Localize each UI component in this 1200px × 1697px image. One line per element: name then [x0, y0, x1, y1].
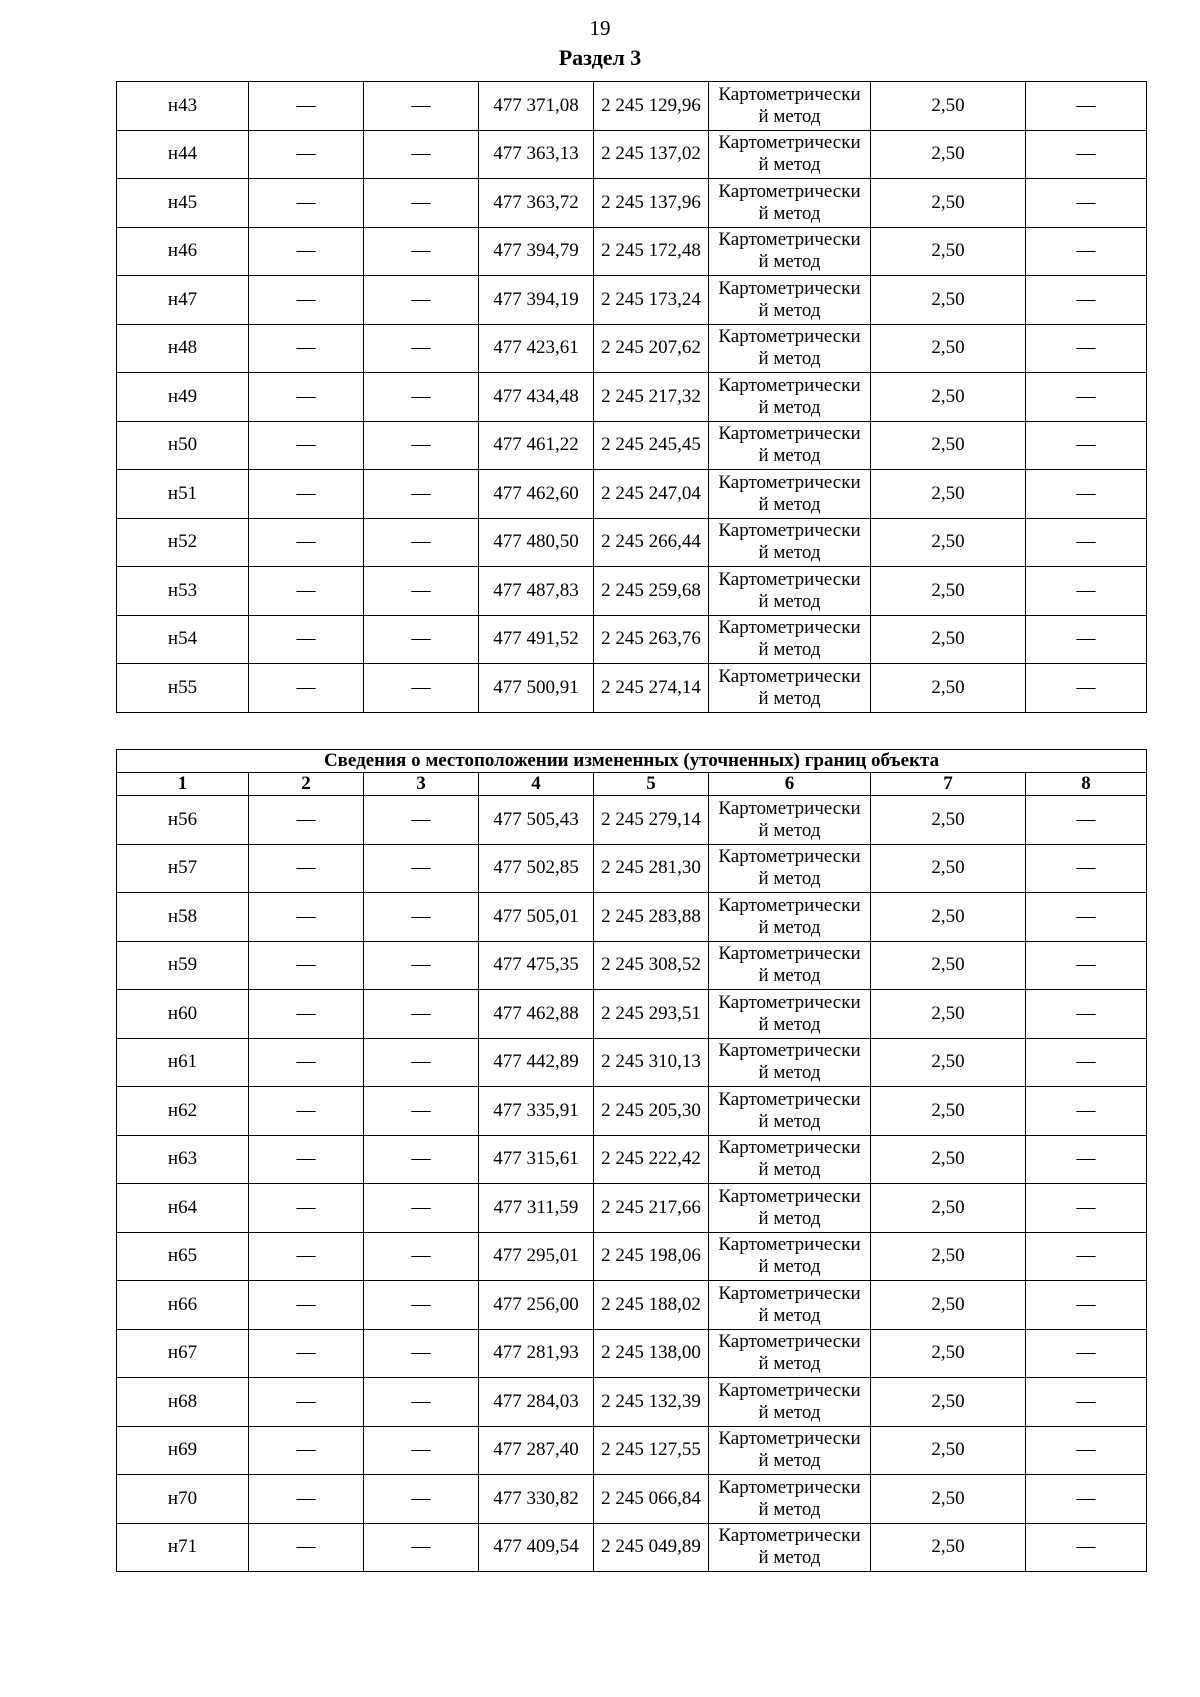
table-row — [117, 796, 1147, 845]
cell-col3: — — [364, 1087, 479, 1136]
accuracy-cell: 2,50 — [871, 844, 1026, 893]
x-coordinate-cell: 477 295,01 — [479, 1232, 594, 1281]
cell-col2: — — [249, 1378, 364, 1427]
y-coordinate-cell: 2 245 293,51 — [594, 990, 709, 1039]
cell-col2: — — [249, 1087, 364, 1136]
accuracy-cell: 2,50 — [871, 796, 1026, 845]
table-row — [117, 1232, 1147, 1281]
y-coordinate-cell: 2 245 263,76 — [594, 615, 709, 664]
cell-col2: — — [249, 844, 364, 893]
x-coordinate-cell: 477 363,13 — [479, 130, 594, 179]
accuracy-cell: 2,50 — [871, 1329, 1026, 1378]
cell-col2: — — [249, 1281, 364, 1330]
y-coordinate-cell: 2 245 222,42 — [594, 1135, 709, 1184]
cell-col2: — — [249, 1329, 364, 1378]
column-number-header: 4 — [479, 773, 594, 796]
cell-col8: — — [1026, 1378, 1147, 1427]
y-coordinate-cell: 2 245 205,30 — [594, 1087, 709, 1136]
cell-col3: — — [364, 518, 479, 567]
point-id-cell: н56 — [117, 796, 249, 845]
column-number-header: 1 — [117, 773, 249, 796]
point-id-cell: н71 — [117, 1523, 249, 1572]
cell-col8: — — [1026, 1329, 1147, 1378]
coordinates-table-1 — [116, 81, 1147, 713]
accuracy-cell: 2,50 — [871, 1523, 1026, 1572]
method-cell: Картометрически й метод — [709, 1329, 871, 1378]
cell-col3: — — [364, 990, 479, 1039]
cell-col3: — — [364, 1523, 479, 1572]
accuracy-cell: 2,50 — [871, 941, 1026, 990]
cell-col8: — — [1026, 82, 1147, 131]
accuracy-cell: 2,50 — [871, 324, 1026, 373]
cell-col3: — — [364, 1232, 479, 1281]
cell-col8: — — [1026, 179, 1147, 228]
accuracy-cell: 2,50 — [871, 518, 1026, 567]
x-coordinate-cell: 477 409,54 — [479, 1523, 594, 1572]
method-cell: Картометрически й метод — [709, 421, 871, 470]
accuracy-cell: 2,50 — [871, 893, 1026, 942]
y-coordinate-cell: 2 245 310,13 — [594, 1038, 709, 1087]
cell-col8: — — [1026, 893, 1147, 942]
method-cell: Картометрически й метод — [709, 373, 871, 422]
method-cell: Картометрически й метод — [709, 1426, 871, 1475]
x-coordinate-cell: 477 281,93 — [479, 1329, 594, 1378]
cell-col2: — — [249, 567, 364, 616]
method-cell: Картометрически й метод — [709, 1232, 871, 1281]
cell-col2: — — [249, 227, 364, 276]
column-number-header: 7 — [871, 773, 1026, 796]
point-id-cell: н55 — [117, 664, 249, 713]
cell-col3: — — [364, 796, 479, 845]
cell-col3: — — [364, 1135, 479, 1184]
y-coordinate-cell: 2 245 279,14 — [594, 796, 709, 845]
table-row — [117, 179, 1147, 228]
x-coordinate-cell: 477 442,89 — [479, 1038, 594, 1087]
y-coordinate-cell: 2 245 138,00 — [594, 1329, 709, 1378]
x-coordinate-cell: 477 311,59 — [479, 1184, 594, 1233]
cell-col2: — — [249, 276, 364, 325]
accuracy-cell: 2,50 — [871, 130, 1026, 179]
y-coordinate-cell: 2 245 127,55 — [594, 1426, 709, 1475]
coordinates-table-2 — [116, 749, 1147, 1572]
table-2-body — [117, 796, 1147, 1572]
y-coordinate-cell: 2 245 129,96 — [594, 82, 709, 131]
table-row — [117, 324, 1147, 373]
point-id-cell: н60 — [117, 990, 249, 1039]
table-row — [117, 373, 1147, 422]
method-cell: Картометрически й метод — [709, 82, 871, 131]
y-coordinate-cell: 2 245 281,30 — [594, 844, 709, 893]
point-id-cell: н70 — [117, 1475, 249, 1524]
table-row — [117, 130, 1147, 179]
cell-col8: — — [1026, 941, 1147, 990]
accuracy-cell: 2,50 — [871, 1232, 1026, 1281]
cell-col2: — — [249, 941, 364, 990]
point-id-cell: н47 — [117, 276, 249, 325]
accuracy-cell: 2,50 — [871, 1184, 1026, 1233]
table-row — [117, 1523, 1147, 1572]
accuracy-cell: 2,50 — [871, 276, 1026, 325]
method-cell: Картометрически й метод — [709, 664, 871, 713]
x-coordinate-cell: 477 287,40 — [479, 1426, 594, 1475]
point-id-cell: н63 — [117, 1135, 249, 1184]
table-row — [117, 1135, 1147, 1184]
y-coordinate-cell: 2 245 066,84 — [594, 1475, 709, 1524]
cell-col8: — — [1026, 1038, 1147, 1087]
accuracy-cell: 2,50 — [871, 227, 1026, 276]
y-coordinate-cell: 2 245 172,48 — [594, 227, 709, 276]
cell-col8: — — [1026, 1184, 1147, 1233]
x-coordinate-cell: 477 480,50 — [479, 518, 594, 567]
accuracy-cell: 2,50 — [871, 1426, 1026, 1475]
x-coordinate-cell: 477 491,52 — [479, 615, 594, 664]
method-cell: Картометрически й метод — [709, 1087, 871, 1136]
cell-col3: — — [364, 227, 479, 276]
cell-col3: — — [364, 373, 479, 422]
y-coordinate-cell: 2 245 137,02 — [594, 130, 709, 179]
table-row — [117, 1378, 1147, 1427]
cell-col8: — — [1026, 276, 1147, 325]
table-row — [117, 1087, 1147, 1136]
table-row — [117, 664, 1147, 713]
point-id-cell: н66 — [117, 1281, 249, 1330]
cell-col3: — — [364, 130, 479, 179]
cell-col3: — — [364, 1426, 479, 1475]
cell-col8: — — [1026, 990, 1147, 1039]
point-id-cell: н58 — [117, 893, 249, 942]
x-coordinate-cell: 477 502,85 — [479, 844, 594, 893]
y-coordinate-cell: 2 245 274,14 — [594, 664, 709, 713]
column-number-row — [117, 773, 1147, 796]
method-cell: Картометрически й метод — [709, 615, 871, 664]
x-coordinate-cell: 477 487,83 — [479, 567, 594, 616]
point-id-cell: н49 — [117, 373, 249, 422]
accuracy-cell: 2,50 — [871, 1038, 1026, 1087]
table-row — [117, 615, 1147, 664]
accuracy-cell: 2,50 — [871, 615, 1026, 664]
cell-col3: — — [364, 1281, 479, 1330]
y-coordinate-cell: 2 245 132,39 — [594, 1378, 709, 1427]
cell-col8: — — [1026, 1475, 1147, 1524]
x-coordinate-cell: 477 423,61 — [479, 324, 594, 373]
cell-col2: — — [249, 1135, 364, 1184]
table-row — [117, 1038, 1147, 1087]
y-coordinate-cell: 2 245 245,45 — [594, 421, 709, 470]
method-cell: Картометрически й метод — [709, 990, 871, 1039]
cell-col3: — — [364, 324, 479, 373]
y-coordinate-cell: 2 245 173,24 — [594, 276, 709, 325]
cell-col8: — — [1026, 518, 1147, 567]
cell-col8: — — [1026, 1087, 1147, 1136]
table-row — [117, 1184, 1147, 1233]
cell-col3: — — [364, 893, 479, 942]
column-number-header: 8 — [1026, 773, 1147, 796]
cell-col3: — — [364, 615, 479, 664]
point-id-cell: н52 — [117, 518, 249, 567]
method-cell: Картометрически й метод — [709, 1135, 871, 1184]
point-id-cell: н45 — [117, 179, 249, 228]
point-id-cell: н69 — [117, 1426, 249, 1475]
point-id-cell: н62 — [117, 1087, 249, 1136]
cell-col8: — — [1026, 1426, 1147, 1475]
y-coordinate-cell: 2 245 259,68 — [594, 567, 709, 616]
method-cell: Картометрически й метод — [709, 844, 871, 893]
cell-col2: — — [249, 990, 364, 1039]
accuracy-cell: 2,50 — [871, 1475, 1026, 1524]
x-coordinate-cell: 477 284,03 — [479, 1378, 594, 1427]
cell-col8: — — [1026, 324, 1147, 373]
method-cell: Картометрически й метод — [709, 470, 871, 519]
table-row — [117, 1475, 1147, 1524]
cell-col8: — — [1026, 615, 1147, 664]
point-id-cell: н64 — [117, 1184, 249, 1233]
x-coordinate-cell: 477 371,08 — [479, 82, 594, 131]
column-number-header: 2 — [249, 773, 364, 796]
column-number-header: 3 — [364, 773, 479, 796]
x-coordinate-cell: 477 256,00 — [479, 1281, 594, 1330]
y-coordinate-cell: 2 245 217,32 — [594, 373, 709, 422]
x-coordinate-cell: 477 461,22 — [479, 421, 594, 470]
cell-col3: — — [364, 567, 479, 616]
cell-col8: — — [1026, 1135, 1147, 1184]
accuracy-cell: 2,50 — [871, 179, 1026, 228]
y-coordinate-cell: 2 245 137,96 — [594, 179, 709, 228]
point-id-cell: н46 — [117, 227, 249, 276]
cell-col2: — — [249, 324, 364, 373]
point-id-cell: н68 — [117, 1378, 249, 1427]
table-row — [117, 82, 1147, 131]
method-cell: Картометрически й метод — [709, 130, 871, 179]
point-id-cell: н50 — [117, 421, 249, 470]
cell-col3: — — [364, 664, 479, 713]
point-id-cell: н43 — [117, 82, 249, 131]
table-row — [117, 941, 1147, 990]
cell-col3: — — [364, 1184, 479, 1233]
method-cell: Картометрически й метод — [709, 1378, 871, 1427]
accuracy-cell: 2,50 — [871, 1087, 1026, 1136]
cell-col2: — — [249, 893, 364, 942]
table-1-body — [117, 82, 1147, 713]
cell-col2: — — [249, 179, 364, 228]
cell-col3: — — [364, 844, 479, 893]
section-title: Раздел 3 — [558, 45, 642, 70]
y-coordinate-cell: 2 245 207,62 — [594, 324, 709, 373]
table-2-caption: Сведения о местоположении измененных (уточненных) границ объекта — [117, 750, 1147, 773]
cell-col3: — — [364, 179, 479, 228]
x-coordinate-cell: 477 475,35 — [479, 941, 594, 990]
accuracy-cell: 2,50 — [871, 664, 1026, 713]
point-id-cell: н54 — [117, 615, 249, 664]
cell-col8: — — [1026, 567, 1147, 616]
point-id-cell: н51 — [117, 470, 249, 519]
x-coordinate-cell: 477 505,43 — [479, 796, 594, 845]
x-coordinate-cell: 477 363,72 — [479, 179, 594, 228]
cell-col8: — — [1026, 421, 1147, 470]
point-id-cell: н48 — [117, 324, 249, 373]
y-coordinate-cell: 2 245 266,44 — [594, 518, 709, 567]
method-cell: Картометрически й метод — [709, 1038, 871, 1087]
cell-col2: — — [249, 421, 364, 470]
table-row — [117, 470, 1147, 519]
accuracy-cell: 2,50 — [871, 567, 1026, 616]
x-coordinate-cell: 477 335,91 — [479, 1087, 594, 1136]
point-id-cell: н53 — [117, 567, 249, 616]
x-coordinate-cell: 477 330,82 — [479, 1475, 594, 1524]
x-coordinate-cell: 477 394,19 — [479, 276, 594, 325]
cell-col8: — — [1026, 1281, 1147, 1330]
cell-col2: — — [249, 615, 364, 664]
table-row — [117, 1281, 1147, 1330]
point-id-cell: н65 — [117, 1232, 249, 1281]
y-coordinate-cell: 2 245 198,06 — [594, 1232, 709, 1281]
cell-col2: — — [249, 1426, 364, 1475]
y-coordinate-cell: 2 245 247,04 — [594, 470, 709, 519]
point-id-cell: н59 — [117, 941, 249, 990]
accuracy-cell: 2,50 — [871, 82, 1026, 131]
x-coordinate-cell: 477 434,48 — [479, 373, 594, 422]
cell-col3: — — [364, 421, 479, 470]
cell-col2: — — [249, 796, 364, 845]
point-id-cell: н61 — [117, 1038, 249, 1087]
cell-col2: — — [249, 1475, 364, 1524]
table-row — [117, 1329, 1147, 1378]
cell-col3: — — [364, 941, 479, 990]
table-row — [117, 990, 1147, 1039]
cell-col2: — — [249, 1038, 364, 1087]
cell-col8: — — [1026, 664, 1147, 713]
method-cell: Картометрически й метод — [709, 324, 871, 373]
cell-col8: — — [1026, 1232, 1147, 1281]
cell-col8: — — [1026, 130, 1147, 179]
x-coordinate-cell: 477 315,61 — [479, 1135, 594, 1184]
point-id-cell: н67 — [117, 1329, 249, 1378]
table-row — [117, 276, 1147, 325]
column-number-header: 5 — [594, 773, 709, 796]
x-coordinate-cell: 477 462,88 — [479, 990, 594, 1039]
point-id-cell: н57 — [117, 844, 249, 893]
method-cell: Картометрически й метод — [709, 1184, 871, 1233]
method-cell: Картометрически й метод — [709, 1523, 871, 1572]
cell-col8: — — [1026, 796, 1147, 845]
x-coordinate-cell: 477 462,60 — [479, 470, 594, 519]
x-coordinate-cell: 477 394,79 — [479, 227, 594, 276]
cell-col2: — — [249, 1184, 364, 1233]
y-coordinate-cell: 2 245 308,52 — [594, 941, 709, 990]
cell-col2: — — [249, 470, 364, 519]
accuracy-cell: 2,50 — [871, 1378, 1026, 1427]
table-row — [117, 844, 1147, 893]
cell-col3: — — [364, 276, 479, 325]
table-row — [117, 421, 1147, 470]
method-cell: Картометрически й метод — [709, 796, 871, 845]
cell-col2: — — [249, 1523, 364, 1572]
cell-col3: — — [364, 470, 479, 519]
y-coordinate-cell: 2 245 188,02 — [594, 1281, 709, 1330]
y-coordinate-cell: 2 245 283,88 — [594, 893, 709, 942]
accuracy-cell: 2,50 — [871, 1281, 1026, 1330]
method-cell: Картометрически й метод — [709, 518, 871, 567]
table-row — [117, 518, 1147, 567]
y-coordinate-cell: 2 245 049,89 — [594, 1523, 709, 1572]
method-cell: Картометрически й метод — [709, 567, 871, 616]
cell-col2: — — [249, 130, 364, 179]
method-cell: Картометрически й метод — [709, 179, 871, 228]
method-cell: Картометрически й метод — [709, 276, 871, 325]
accuracy-cell: 2,50 — [871, 470, 1026, 519]
method-cell: Картометрически й метод — [709, 227, 871, 276]
accuracy-cell: 2,50 — [871, 421, 1026, 470]
y-coordinate-cell: 2 245 217,66 — [594, 1184, 709, 1233]
cell-col2: — — [249, 518, 364, 567]
cell-col2: — — [249, 1232, 364, 1281]
page-number: 19 — [589, 16, 611, 40]
accuracy-cell: 2,50 — [871, 373, 1026, 422]
cell-col8: — — [1026, 373, 1147, 422]
x-coordinate-cell: 477 500,91 — [479, 664, 594, 713]
table-row — [117, 1426, 1147, 1475]
x-coordinate-cell: 477 505,01 — [479, 893, 594, 942]
accuracy-cell: 2,50 — [871, 1135, 1026, 1184]
method-cell: Картометрически й метод — [709, 893, 871, 942]
cell-col2: — — [249, 82, 364, 131]
cell-col8: — — [1026, 844, 1147, 893]
point-id-cell: н44 — [117, 130, 249, 179]
cell-col3: — — [364, 1475, 479, 1524]
method-cell: Картометрически й метод — [709, 1475, 871, 1524]
cell-col8: — — [1026, 1523, 1147, 1572]
cell-col2: — — [249, 664, 364, 713]
accuracy-cell: 2,50 — [871, 990, 1026, 1039]
cell-col8: — — [1026, 227, 1147, 276]
cell-col3: — — [364, 1329, 479, 1378]
table-row — [117, 567, 1147, 616]
table-row — [117, 893, 1147, 942]
table-row — [117, 227, 1147, 276]
column-number-header: 6 — [709, 773, 871, 796]
method-cell: Картометрически й метод — [709, 1281, 871, 1330]
cell-col8: — — [1026, 470, 1147, 519]
cell-col3: — — [364, 1038, 479, 1087]
cell-col3: — — [364, 1378, 479, 1427]
cell-col3: — — [364, 82, 479, 131]
method-cell: Картометрически й метод — [709, 941, 871, 990]
cell-col2: — — [249, 373, 364, 422]
